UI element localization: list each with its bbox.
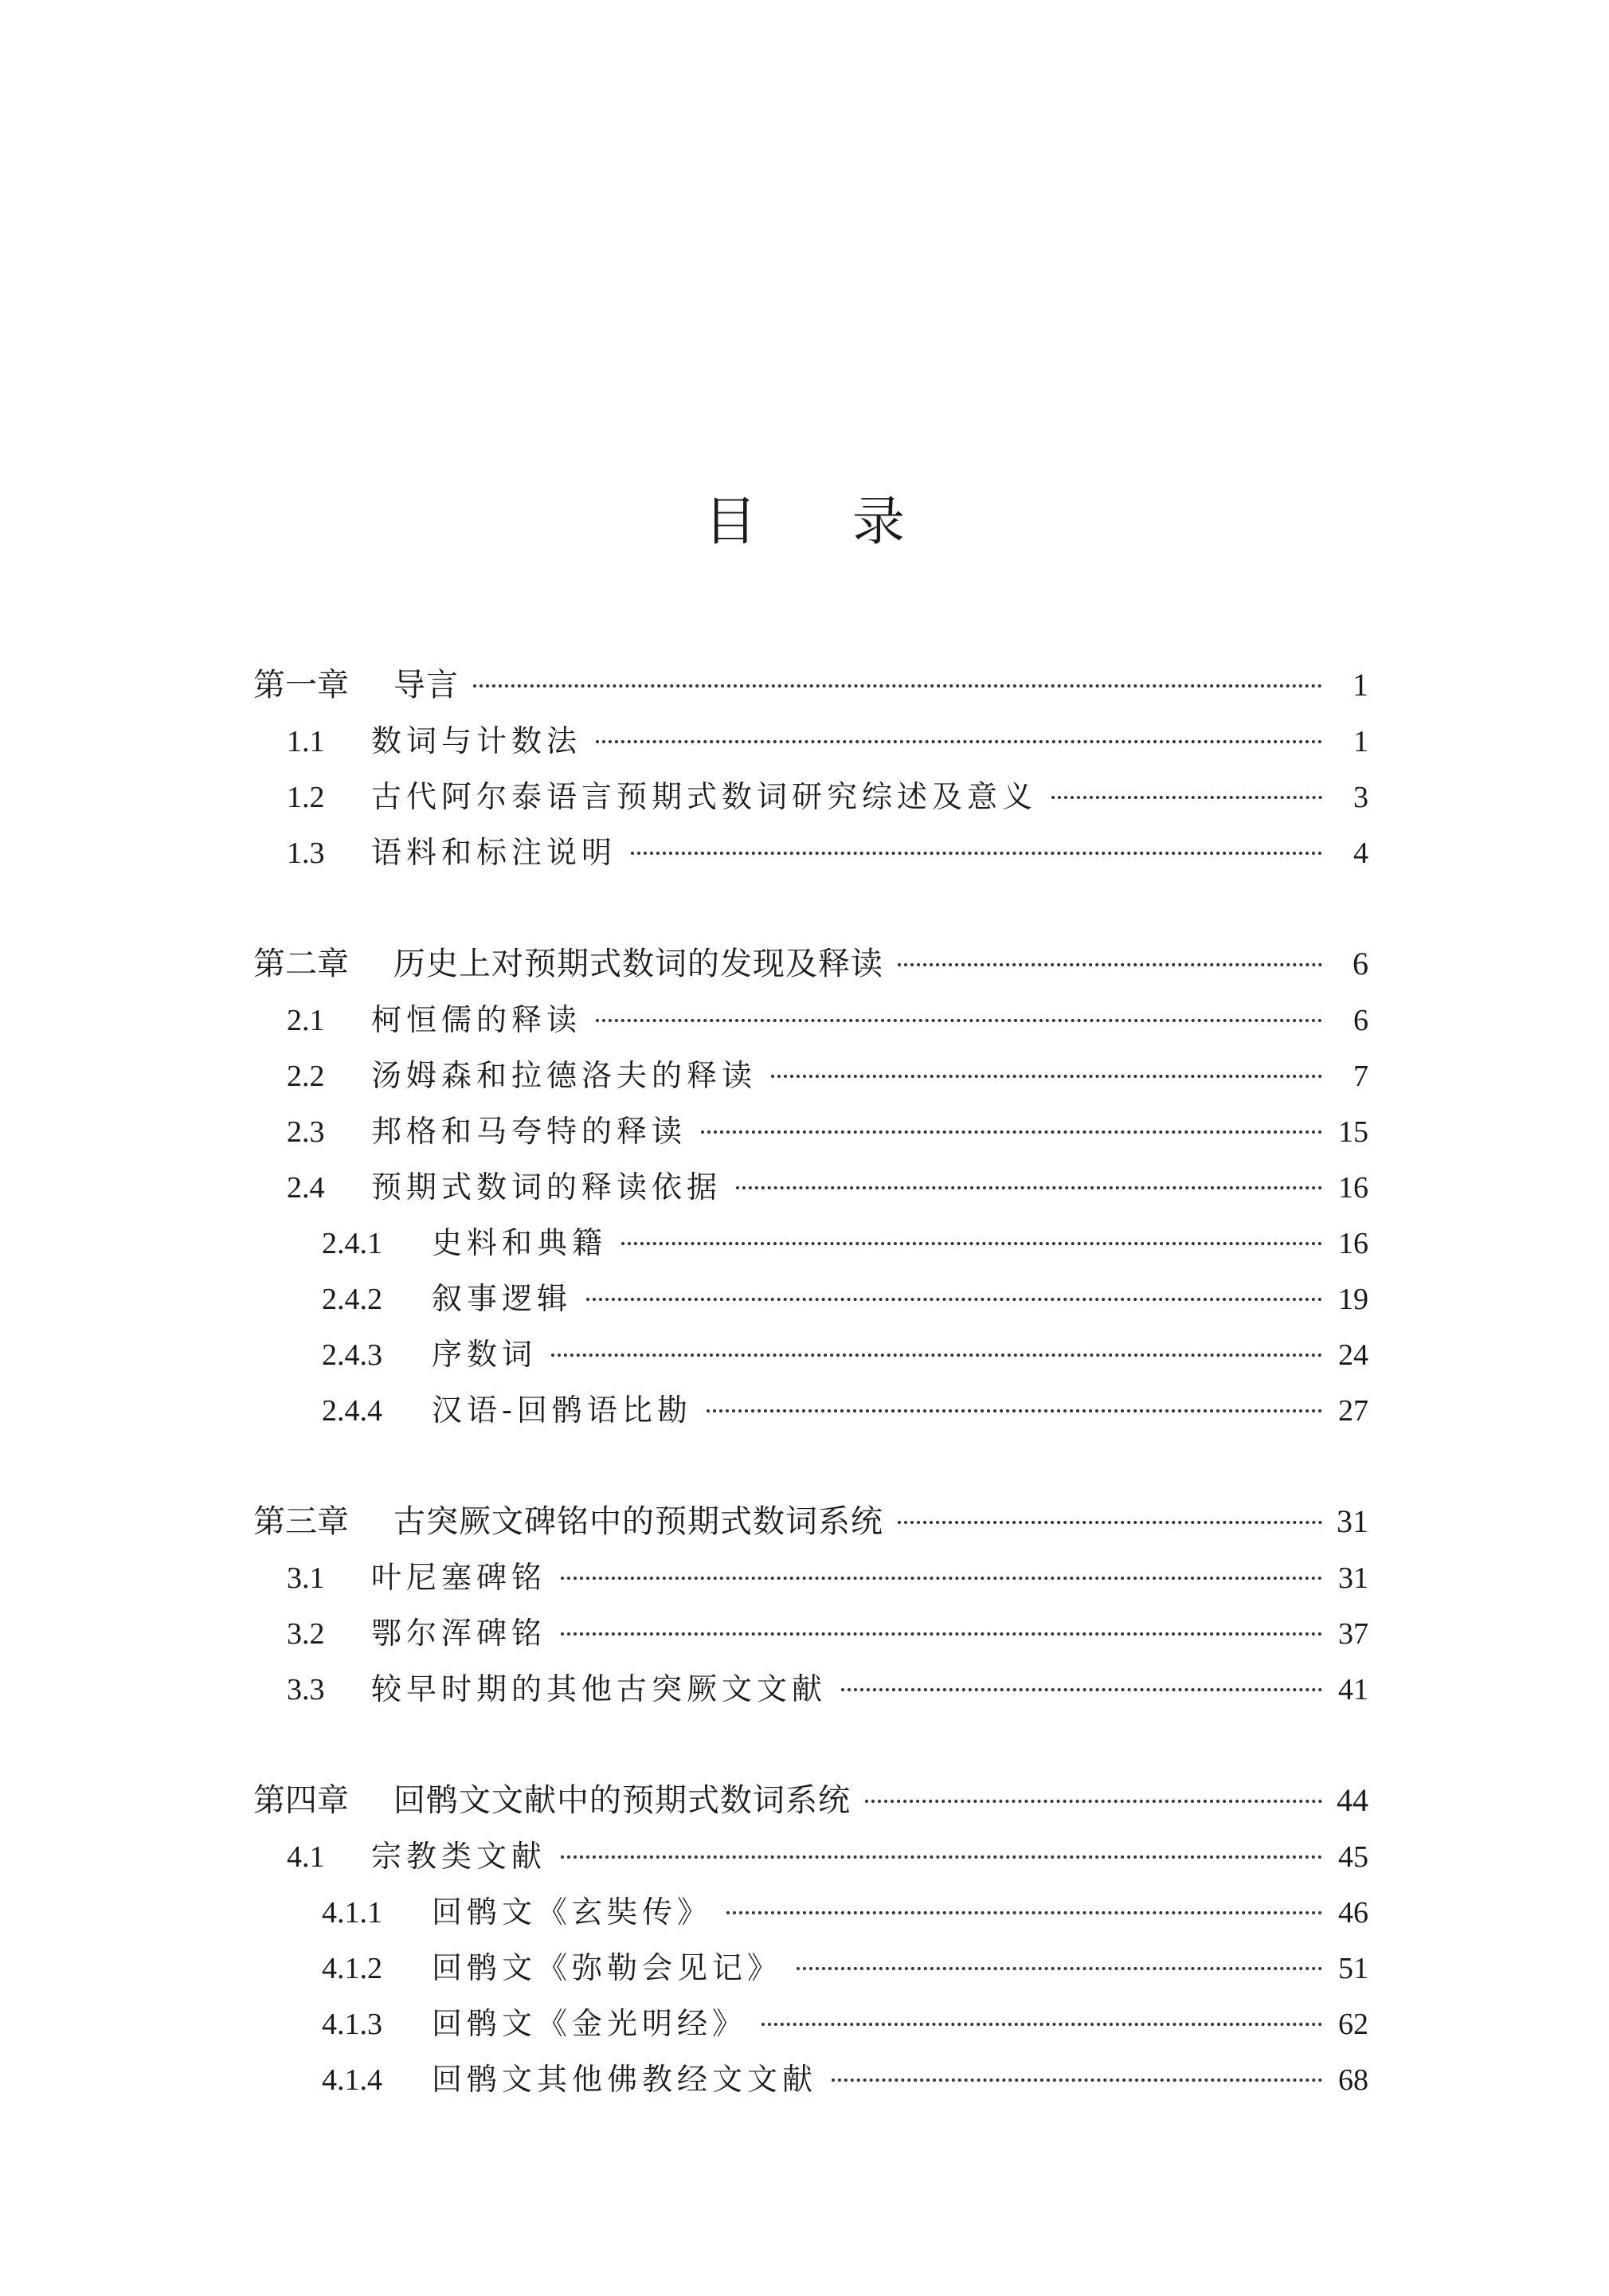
toc-entry-title: 叶尼塞碑铭 bbox=[371, 1560, 547, 1595]
toc-entry-number: 2.3 bbox=[287, 1115, 325, 1149]
toc-chapter-group bbox=[253, 657, 1368, 880]
toc-entry-number: 4.1.4 bbox=[322, 2063, 382, 2097]
toc-entry-number: 2.4.2 bbox=[322, 1283, 382, 1316]
toc-page-number: 27 bbox=[1338, 1394, 1368, 1428]
toc-section-entry[interactable] bbox=[253, 1159, 1368, 1215]
toc-chapter-entry[interactable] bbox=[253, 1773, 1368, 1828]
toc-entry-title: 历史上对预期式数词的发现及释读 bbox=[393, 946, 883, 982]
toc-page-number: 6 bbox=[1353, 946, 1368, 981]
toc-entry-title: 古突厥文碑铭中的预期式数词系统 bbox=[393, 1503, 883, 1540]
dot-leader bbox=[561, 1632, 1322, 1636]
toc-entry-title: 汤姆森和拉德洛夫的释读 bbox=[371, 1058, 758, 1093]
dot-leader bbox=[832, 2079, 1322, 2082]
toc-entry-title: 邦格和马夸特的释读 bbox=[371, 1114, 687, 1149]
toc-entry-number: 2.4 bbox=[287, 1171, 325, 1205]
toc-entry-number: 1.1 bbox=[287, 725, 325, 758]
toc-page-number: 45 bbox=[1338, 1840, 1368, 1874]
toc-entry-number: 4.1.1 bbox=[322, 1896, 382, 1930]
toc-subsection-entry[interactable] bbox=[253, 2051, 1368, 2107]
toc-entry-title: 回鹘文《金光明经》 bbox=[432, 2006, 748, 2041]
dot-leader bbox=[736, 1186, 1322, 1189]
dot-leader bbox=[761, 2023, 1322, 2026]
toc-chapter-entry[interactable] bbox=[253, 1494, 1368, 1550]
toc-subsection-entry[interactable] bbox=[253, 1996, 1368, 2051]
toc-page-number: 44 bbox=[1337, 1782, 1368, 1818]
toc-entry-number: 3.2 bbox=[287, 1617, 325, 1651]
toc-entry-number: 1.2 bbox=[287, 781, 325, 814]
toc-chapter-group bbox=[253, 936, 1368, 1438]
dot-leader bbox=[726, 1911, 1322, 1914]
toc-page-number: 51 bbox=[1338, 1952, 1368, 1985]
toc-subsection-entry[interactable] bbox=[253, 1215, 1368, 1271]
dot-leader bbox=[631, 852, 1322, 855]
toc-page-number: 4 bbox=[1353, 837, 1368, 870]
toc-section-entry[interactable] bbox=[253, 1048, 1368, 1103]
title-char-1: 目 bbox=[704, 491, 757, 552]
dot-leader bbox=[865, 1800, 1322, 1803]
dot-leader bbox=[596, 1019, 1322, 1022]
toc-entry-number: 1.3 bbox=[287, 837, 325, 870]
dot-leader bbox=[771, 1075, 1322, 1078]
toc-entry-number: 4.1 bbox=[287, 1840, 325, 1874]
toc-entry-title: 鄂尔浑碑铭 bbox=[371, 1616, 547, 1651]
dot-leader bbox=[596, 740, 1322, 743]
toc-entry-number: 3.1 bbox=[287, 1561, 325, 1595]
toc-section-entry[interactable] bbox=[253, 992, 1368, 1048]
page-title bbox=[0, 486, 1609, 558]
toc-entry-number: 2.2 bbox=[287, 1060, 325, 1093]
toc-page-number: 1 bbox=[1353, 667, 1368, 703]
toc-entry-title: 较早时期的其他古突厥文文献 bbox=[371, 1671, 828, 1706]
dot-leader bbox=[586, 1298, 1322, 1301]
toc-entry-number: 2.1 bbox=[287, 1004, 325, 1037]
toc-section-entry[interactable] bbox=[253, 825, 1368, 880]
dot-leader bbox=[707, 1409, 1322, 1412]
toc-entry-title: 叙事逻辑 bbox=[432, 1281, 573, 1316]
toc-section-entry[interactable] bbox=[253, 1103, 1368, 1159]
dot-leader bbox=[841, 1688, 1322, 1691]
toc-entry-title: 数词与计数法 bbox=[371, 723, 582, 758]
toc-page-number: 41 bbox=[1338, 1673, 1368, 1706]
toc-entry-number: 第二章 bbox=[253, 946, 349, 982]
toc-subsection-entry[interactable] bbox=[253, 1271, 1368, 1326]
toc-entry-number: 第三章 bbox=[253, 1503, 349, 1540]
dot-leader bbox=[701, 1130, 1322, 1134]
toc-chapter-entry[interactable] bbox=[253, 657, 1368, 713]
toc-page-number: 16 bbox=[1338, 1227, 1368, 1260]
toc-page-number: 62 bbox=[1338, 2008, 1368, 2041]
toc-entry-number: 2.4.1 bbox=[322, 1227, 382, 1260]
toc-page-number: 15 bbox=[1338, 1115, 1368, 1149]
toc-entry-title: 导言 bbox=[393, 667, 459, 703]
toc-entry-number: 2.4.4 bbox=[322, 1394, 382, 1428]
toc-entry-number: 第一章 bbox=[253, 667, 349, 703]
toc-chapter-entry[interactable] bbox=[253, 936, 1368, 992]
dot-leader bbox=[898, 963, 1322, 966]
toc-entry-number: 3.3 bbox=[287, 1673, 325, 1706]
dot-leader bbox=[1051, 796, 1322, 799]
toc-section-entry[interactable] bbox=[253, 1605, 1368, 1661]
toc-page-number: 19 bbox=[1338, 1283, 1368, 1316]
toc-page-number: 24 bbox=[1338, 1338, 1368, 1372]
toc-section-entry[interactable] bbox=[253, 1828, 1368, 1884]
toc-subsection-entry[interactable] bbox=[253, 1382, 1368, 1438]
toc-entry-title: 史料和典籍 bbox=[432, 1225, 608, 1260]
toc-page-number: 3 bbox=[1353, 781, 1368, 814]
toc-subsection-entry[interactable] bbox=[253, 1940, 1368, 1996]
toc-page-number: 1 bbox=[1353, 725, 1368, 758]
dot-leader bbox=[561, 1855, 1322, 1859]
toc-section-entry[interactable] bbox=[253, 769, 1368, 825]
toc-subsection-entry[interactable] bbox=[253, 1884, 1368, 1940]
toc-entry-number: 4.1.3 bbox=[322, 2008, 382, 2041]
dot-leader bbox=[551, 1354, 1322, 1357]
toc-section-entry[interactable] bbox=[253, 1550, 1368, 1605]
toc-entry-title: 回鹘文其他佛教经文文献 bbox=[432, 2062, 818, 2097]
toc-entry-number: 2.4.3 bbox=[322, 1338, 382, 1372]
toc-section-entry[interactable] bbox=[253, 1661, 1368, 1717]
dot-leader bbox=[561, 1577, 1322, 1580]
toc-entry-title: 古代阿尔泰语言预期式数词研究综述及意义 bbox=[371, 779, 1038, 814]
toc-page-number: 16 bbox=[1338, 1171, 1368, 1205]
toc-entry-title: 回鹘文文献中的预期式数词系统 bbox=[393, 1782, 851, 1819]
toc-entry-title: 汉语-回鹘语比勘 bbox=[432, 1393, 692, 1428]
toc-entry-title: 宗教类文献 bbox=[371, 1839, 547, 1874]
toc-page-number: 46 bbox=[1338, 1896, 1368, 1930]
title-char-2: 录 bbox=[852, 491, 905, 552]
toc-entry-title: 预期式数词的释读依据 bbox=[371, 1170, 722, 1205]
toc-chapter-group bbox=[253, 1773, 1368, 2107]
table-of-contents bbox=[253, 657, 1368, 2107]
toc-page-number: 31 bbox=[1338, 1561, 1368, 1595]
toc-entry-title: 回鹘文《玄奘传》 bbox=[432, 1894, 713, 1930]
toc-entry-title: 序数词 bbox=[432, 1337, 538, 1372]
dot-leader bbox=[797, 1967, 1322, 1970]
toc-page-number: 6 bbox=[1353, 1004, 1368, 1037]
dot-leader bbox=[898, 1521, 1322, 1524]
toc-subsection-entry[interactable] bbox=[253, 1326, 1368, 1382]
toc-entry-number: 4.1.2 bbox=[322, 1952, 382, 1985]
toc-entry-title: 柯恒儒的释读 bbox=[371, 1002, 582, 1037]
toc-entry-title: 回鹘文《弥勒会见记》 bbox=[432, 1950, 783, 1985]
toc-entry-title: 语料和标注说明 bbox=[371, 835, 617, 870]
dot-leader bbox=[473, 684, 1322, 688]
toc-entry-number: 第四章 bbox=[253, 1782, 349, 1819]
toc-page-number: 68 bbox=[1338, 2063, 1368, 2097]
dot-leader bbox=[621, 1242, 1322, 1245]
toc-page-number: 31 bbox=[1337, 1503, 1368, 1539]
toc-section-entry[interactable] bbox=[253, 713, 1368, 769]
toc-page-number: 37 bbox=[1338, 1617, 1368, 1651]
toc-chapter-group bbox=[253, 1494, 1368, 1717]
toc-page-number: 7 bbox=[1353, 1060, 1368, 1093]
